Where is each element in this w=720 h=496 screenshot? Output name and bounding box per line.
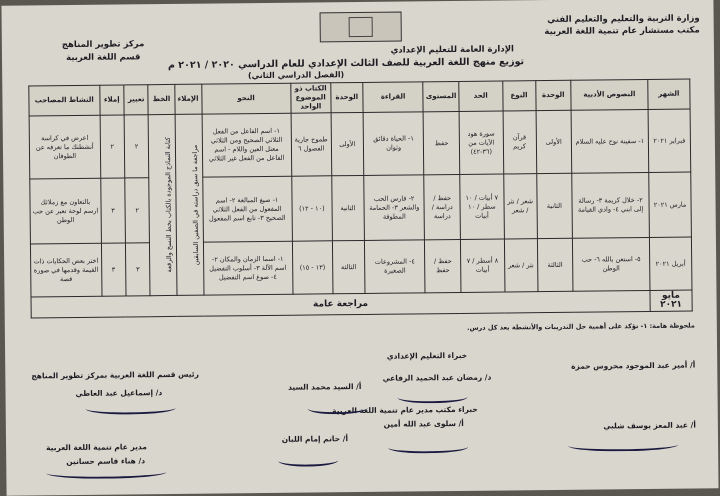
cell-book: (١٠ - ١٢) bbox=[291, 176, 332, 241]
cell-unit2: الثانية bbox=[332, 175, 365, 240]
cell-review-month: مايو ٢٠٢١ bbox=[650, 290, 692, 311]
cell-dictation-span bbox=[175, 114, 204, 295]
office-title: خبراء مكتب مدير عام تنمية اللغة العربية bbox=[332, 404, 478, 416]
cell-type: قرآن كريم bbox=[503, 111, 537, 174]
cell-expression: ٢ bbox=[124, 115, 149, 178]
cell-dictation: ٣ bbox=[101, 243, 126, 296]
cell-level: حفظ / دراسة / دراسة bbox=[424, 174, 460, 239]
cell-review-label: مراجعة عامة bbox=[31, 290, 650, 317]
dept-line: قسم اللغة العربية bbox=[66, 52, 141, 64]
col-header: النشاط المصاحب bbox=[29, 85, 100, 116]
cell-unit2: الأولى bbox=[331, 112, 364, 175]
col-header: الوحدة bbox=[331, 82, 363, 112]
cell-activity: اختر بعض الحكايات ذات القيمة وقدمها في صورة قصة bbox=[30, 243, 101, 297]
cell-reading: ٢- فارس الحب والشعر ٣- الحمامة المطوقة bbox=[364, 175, 425, 241]
ministry-line: وزارة التربية والتعليم والتعليم الفني bbox=[547, 13, 700, 26]
office-line: مكتب مستشار عام تنمية اللغة العربية bbox=[544, 25, 700, 38]
col-header: الخط bbox=[148, 84, 175, 114]
signatory-name: د/ إسماعيل عبد العاطي bbox=[75, 388, 163, 398]
signatory-name: د/ هناء قاسم حسانين bbox=[66, 456, 146, 467]
signature-mark bbox=[278, 454, 338, 467]
col-header: النحو bbox=[201, 83, 291, 114]
cell-texts: ٥- استعن بالله ٦- حب الوطن bbox=[572, 237, 649, 291]
signature-mark bbox=[46, 466, 166, 479]
col-header: النصوص الأدبية bbox=[571, 79, 648, 110]
cell-grammar: ١- صيغ المبالغة ٢- اسم المفعول من الفعل الثلاثي الصحيح ٣- تابع اسم المفعول bbox=[202, 176, 292, 242]
director-title: مدير عام تنمية اللغة العربية bbox=[46, 442, 147, 453]
col-header: القراءة bbox=[363, 82, 424, 113]
cell-unit: الثالثة bbox=[537, 238, 573, 291]
cell-grammar: ١- اسم الفاعل من الفعل الثلاثي الصحيح ومن الثلاثي معتل العين واللام - اسم الفاعل من الفعل غير الثلاثي bbox=[202, 113, 292, 177]
col-header: الشهر bbox=[648, 79, 690, 109]
cell-month: مارس ٢٠٢١ bbox=[649, 172, 692, 237]
cell-texts: ٢- خلال كريمة ٣- رسالة إلى ابني ٤- وادي القيامة bbox=[572, 172, 649, 238]
experts-title: خبراء التعليم الإعدادي bbox=[386, 350, 468, 361]
signature-mark bbox=[388, 441, 468, 454]
cell-unit: الأولى bbox=[536, 110, 572, 173]
cell-expression: ٢ bbox=[125, 178, 150, 243]
col-header: الحد bbox=[459, 81, 503, 111]
head-title: رئيس قسم اللغة العربية بمركز تطوير المناهج bbox=[31, 369, 199, 381]
col-header: الكتاب ذو الموضوع الواحد bbox=[290, 83, 330, 113]
cell-activity: اعرض في كراسة أنشطتك ما تعرفه عن الطوفان bbox=[29, 115, 100, 179]
header-center bbox=[62, 38, 145, 65]
signature-mark bbox=[86, 402, 176, 415]
cell-month: أبريل ٢٠٢١ bbox=[649, 237, 692, 290]
signatory-name: أ/ سلوى عبد الله أمين bbox=[383, 418, 464, 429]
vertical-script-text: كتابة النماذج الموجودة بالكتاب بخط النسخ والرقعة bbox=[163, 137, 173, 273]
cell-reading: ٤- المشروعات الصغيرة bbox=[364, 240, 425, 294]
admin-line: الإدارة العامة للتعليم الإعدادي bbox=[390, 44, 514, 56]
col-header: الإملاء bbox=[174, 84, 201, 114]
cell-limit: سورة هود الآيات من (٣٦-٤٢) bbox=[459, 111, 503, 174]
signature-mark bbox=[398, 391, 468, 404]
signatory-name: أ/ عبد المعز يوسف شلبي bbox=[603, 420, 696, 431]
center-line: مركز تطوير المناهج bbox=[61, 39, 145, 51]
cell-book: (١٣ - ١٥) bbox=[292, 241, 333, 294]
cell-script-span bbox=[149, 114, 177, 295]
cell-type: شعر / نثر / شعر bbox=[503, 174, 537, 239]
vertical-dictation-text: مراجعة ما سبق دراسته في الصفين السابقين bbox=[190, 144, 200, 266]
cell-grammar: ١- اسما الزمان والمكان ٢- اسم الآلة ٣- أسلوب التفضيل ٤- صوغ اسم التفضيل bbox=[203, 241, 293, 295]
cell-unit: الثانية bbox=[536, 173, 572, 238]
signature-mark bbox=[568, 439, 678, 452]
term-label: (الفصل الدراسي الثاني) bbox=[247, 70, 345, 81]
table-row bbox=[30, 237, 692, 297]
page-title: توزيع منهج اللغة العربية للصف الثالث الإعدادي للعام الدراسي ٢٠٢٠ / ٢٠٢١ م bbox=[167, 56, 525, 72]
cell-texts: ١- سفينة نوح عليه السلام bbox=[571, 109, 648, 173]
col-header: الوحدة bbox=[535, 80, 571, 110]
signatory-name: د/ رمضان عبد الحميد الرفاعي bbox=[382, 372, 492, 383]
cell-type: نثر / شعر bbox=[504, 239, 537, 292]
document-page bbox=[1, 0, 718, 496]
cell-dictation: ٣ bbox=[100, 178, 125, 243]
cell-limit: ٨ أسطر / ٧ أبيات bbox=[460, 239, 504, 292]
cell-level: حفظ / حفظ bbox=[425, 239, 461, 292]
cell-reading: ١- الحياة دقائق وثوان bbox=[363, 112, 424, 176]
important-note: ملحوظة هامة: ١- تؤكد على أهمية حل التدريبات والأنشطة بعد كل درس. bbox=[467, 321, 695, 332]
col-header: المستوى bbox=[423, 81, 459, 111]
cell-expression: ٣ bbox=[125, 243, 150, 296]
cell-activity: بالتعاون مع زملائك ارسم لوحة تعبر عن حب الوطن bbox=[30, 178, 101, 244]
signatory-name: أ/ حاتم إمام اللبان bbox=[281, 434, 349, 444]
signatory-name: أ/ أمير عبد الموجود محروس حمزة bbox=[571, 360, 696, 371]
col-header: النوع bbox=[502, 81, 535, 111]
cell-level: حفظ bbox=[424, 111, 460, 174]
table-row bbox=[30, 172, 692, 244]
ministry-logo bbox=[320, 12, 402, 43]
header-ministry bbox=[544, 12, 700, 38]
col-header: تعبير bbox=[124, 85, 149, 115]
table-row bbox=[29, 109, 691, 179]
cell-dictation: ٢ bbox=[100, 115, 125, 178]
cell-unit2: الثالثة bbox=[332, 240, 365, 293]
cell-limit: ٧ أبيات / ١٠ سطر / ١٠ أبيات bbox=[460, 174, 504, 239]
cell-book: طموح جارية الفصول ٦ bbox=[291, 113, 332, 176]
curriculum-table bbox=[28, 79, 692, 319]
signatory-name: أ/ السيد محمد السيد bbox=[288, 381, 362, 392]
cell-month: فبراير ٢٠٢١ bbox=[648, 109, 691, 172]
col-header: إملاء bbox=[99, 85, 124, 115]
